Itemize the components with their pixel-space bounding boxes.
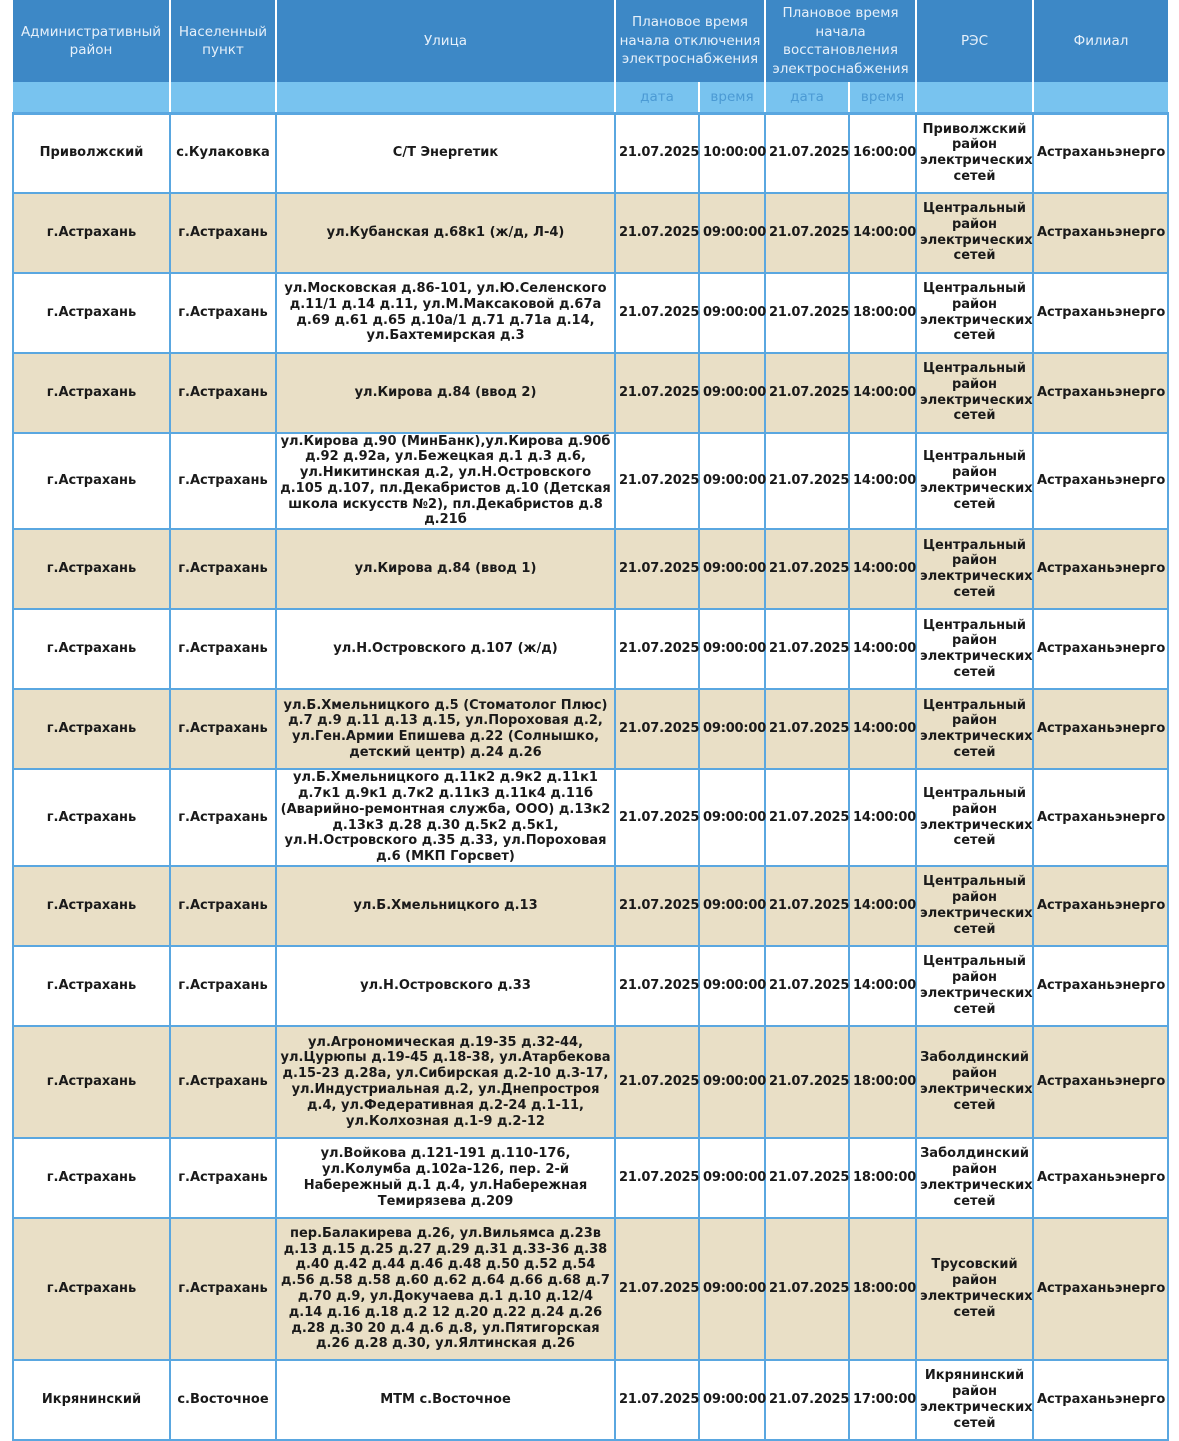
restore-date-cell: 21.07.2025 <box>765 433 849 530</box>
res-cell: Икрянинский район электрических сетей <box>916 1360 1033 1440</box>
off-date-cell: 21.07.2025 <box>615 433 699 530</box>
table-row <box>13 433 1168 530</box>
off-time-cell: 10:00:00 <box>699 114 765 193</box>
branch-cell: Астраханьэнерго <box>1033 689 1168 769</box>
district-cell: г.Астрахань <box>13 193 170 273</box>
off-date-cell: 21.07.2025 <box>615 353 699 433</box>
off-date-cell: 21.07.2025 <box>615 866 699 946</box>
table-header <box>13 0 1168 114</box>
restore-date-cell: 21.07.2025 <box>765 529 849 609</box>
subheader-empty <box>1033 82 1168 114</box>
off-date-cell: 21.07.2025 <box>615 1026 699 1138</box>
table-row <box>13 193 1168 273</box>
header-restore-start[interactable]: Плановое время начала восстановления электроснабжения <box>765 0 916 82</box>
restore-time-cell: 18:00:00 <box>849 1218 916 1360</box>
district-cell: г.Астрахань <box>13 1138 170 1218</box>
outage-schedule <box>12 0 1167 1441</box>
restore-time-cell: 14:00:00 <box>849 946 916 1026</box>
branch-cell: Астраханьэнерго <box>1033 193 1168 273</box>
branch-cell: Астраханьэнерго <box>1033 946 1168 1026</box>
restore-time-cell: 14:00:00 <box>849 529 916 609</box>
res-cell: Центральный район электрических сетей <box>916 529 1033 609</box>
res-cell: Центральный район электрических сетей <box>916 193 1033 273</box>
table-row <box>13 1360 1168 1440</box>
subheader-off-date: дата <box>615 82 699 114</box>
off-time-cell: 09:00:00 <box>699 273 765 353</box>
off-date-cell: 21.07.2025 <box>615 1218 699 1360</box>
res-cell: Центральный район электрических сетей <box>916 609 1033 689</box>
street-cell: ул.Агрономическая д.19-35 д.32-44, ул.Цурюпы д.19-45 д.18-38, ул.Атарбекова д.15-23 д.28а, ул.Сибирская д.2-10 д.3-17, ул.Индустриальная д.2, ул.Днепростроя д.4, ул.Федеративная д.2-24 д.1-11, ул.Колхозная д.1-9 д.2-12 <box>276 1026 615 1138</box>
restore-time-cell: 18:00:00 <box>849 1138 916 1218</box>
off-time-cell: 09:00:00 <box>699 353 765 433</box>
table-row <box>13 946 1168 1026</box>
street-cell: ул.Кирова д.84 (ввод 1) <box>276 529 615 609</box>
off-time-cell: 09:00:00 <box>699 1218 765 1360</box>
header-admin-district[interactable]: Административный район <box>13 0 170 82</box>
restore-time-cell: 17:00:00 <box>849 1360 916 1440</box>
street-cell: ул.Кирова д.84 (ввод 2) <box>276 353 615 433</box>
restore-date-cell: 21.07.2025 <box>765 1138 849 1218</box>
street-cell: С/Т Энергетик <box>276 114 615 193</box>
street-cell: ул.Н.Островского д.33 <box>276 946 615 1026</box>
street-cell: ул.Б.Хмельницкого д.5 (Стоматолог Плюс) д.7 д.9 д.11 д.13 д.15, ул.Пороховая д.2, ул.Ген.Армии Епишева д.22 (Солнышко, детский центр) д.24 д.26 <box>276 689 615 769</box>
district-cell: г.Астрахань <box>13 529 170 609</box>
restore-date-cell: 21.07.2025 <box>765 114 849 193</box>
res-cell: Приволжский район электрических сетей <box>916 114 1033 193</box>
subheader-empty <box>916 82 1033 114</box>
district-cell: г.Астрахань <box>13 353 170 433</box>
settlement-cell: г.Астрахань <box>170 353 276 433</box>
settlement-cell: г.Астрахань <box>170 866 276 946</box>
header-street[interactable]: Улица <box>276 0 615 82</box>
table-body <box>13 114 1168 1441</box>
branch-cell: Астраханьэнерго <box>1033 1026 1168 1138</box>
restore-date-cell: 21.07.2025 <box>765 1218 849 1360</box>
table-row <box>13 273 1168 353</box>
subheader-off-time: время <box>699 82 765 114</box>
district-cell: г.Астрахань <box>13 273 170 353</box>
restore-date-cell: 21.07.2025 <box>765 866 849 946</box>
street-cell: ул.Кирова д.90 (МинБанк),ул.Кирова д.90б д.92 д.92а, ул.Бежецкая д.1 д.3 д.6, ул.Никитинская д.2, ул.Н.Островского д.105 д.107, пл.Декабристов д.10 (Детская школа искусств №2), пл.Декабристов д.8 д.21б <box>276 433 615 530</box>
restore-date-cell: 21.07.2025 <box>765 946 849 1026</box>
street-cell: пер.Балакирева д.26, ул.Вильямса д.23в д.13 д.15 д.25 д.27 д.29 д.31 д.33-36 д.38 д.40 д.42 д.44 д.46 д.48 д.50 д.52 д.54 д.56 д.58 д.58 д.60 д.62 д.64 д.66 д.68 д.7 д.70 д.9, ул.Докучаева д.1 д.10 д.12/4 д.14 д.16 д.18 д.2 12 д.20 д.22 д.24 д.26 д.28 д.30 20 д.4 д.6 д.8, ул.Пятигорская д.26 д.28 д.30, ул.Ялтинская д.26 <box>276 1218 615 1360</box>
settlement-cell: г.Астрахань <box>170 769 276 866</box>
branch-cell: Астраханьэнерго <box>1033 529 1168 609</box>
restore-time-cell: 16:00:00 <box>849 114 916 193</box>
subheader-empty <box>13 82 170 114</box>
district-cell: Приволжский <box>13 114 170 193</box>
branch-cell: Астраханьэнерго <box>1033 1138 1168 1218</box>
branch-cell: Астраханьэнерго <box>1033 273 1168 353</box>
off-time-cell: 09:00:00 <box>699 689 765 769</box>
settlement-cell: г.Астрахань <box>170 609 276 689</box>
settlement-cell: г.Астрахань <box>170 1026 276 1138</box>
branch-cell: Астраханьэнерго <box>1033 353 1168 433</box>
table-row <box>13 1138 1168 1218</box>
table-row <box>13 529 1168 609</box>
off-time-cell: 09:00:00 <box>699 1360 765 1440</box>
street-cell: МТМ с.Восточное <box>276 1360 615 1440</box>
res-cell: Трусовский район электрических сетей <box>916 1218 1033 1360</box>
off-date-cell: 21.07.2025 <box>615 1138 699 1218</box>
subheader-restore-time: время <box>849 82 916 114</box>
restore-time-cell: 14:00:00 <box>849 353 916 433</box>
branch-cell: Астраханьэнерго <box>1033 433 1168 530</box>
restore-date-cell: 21.07.2025 <box>765 1026 849 1138</box>
res-cell: Центральный район электрических сетей <box>916 353 1033 433</box>
branch-cell: Астраханьэнерго <box>1033 1360 1168 1440</box>
district-cell: г.Астрахань <box>13 609 170 689</box>
settlement-cell: г.Астрахань <box>170 529 276 609</box>
street-cell: ул.Кубанская д.68к1 (ж/д, Л-4) <box>276 193 615 273</box>
off-date-cell: 21.07.2025 <box>615 193 699 273</box>
restore-date-cell: 21.07.2025 <box>765 1360 849 1440</box>
off-time-cell: 09:00:00 <box>699 1138 765 1218</box>
off-date-cell: 21.07.2025 <box>615 529 699 609</box>
table-row <box>13 866 1168 946</box>
off-time-cell: 09:00:00 <box>699 769 765 866</box>
table-row <box>13 769 1168 866</box>
off-date-cell: 21.07.2025 <box>615 769 699 866</box>
district-cell: г.Астрахань <box>13 769 170 866</box>
restore-time-cell: 14:00:00 <box>849 769 916 866</box>
settlement-cell: г.Астрахань <box>170 433 276 530</box>
restore-date-cell: 21.07.2025 <box>765 689 849 769</box>
branch-cell: Астраханьэнерго <box>1033 609 1168 689</box>
header-off-start[interactable]: Плановое время начала отключения электроснабжения <box>615 0 765 82</box>
restore-time-cell: 14:00:00 <box>849 866 916 946</box>
restore-time-cell: 14:00:00 <box>849 193 916 273</box>
res-cell: Заболдинский район электрических сетей <box>916 1138 1033 1218</box>
subheader-empty <box>170 82 276 114</box>
off-time-cell: 09:00:00 <box>699 193 765 273</box>
off-date-cell: 21.07.2025 <box>615 946 699 1026</box>
branch-cell: Астраханьэнерго <box>1033 1218 1168 1360</box>
off-time-cell: 09:00:00 <box>699 433 765 530</box>
off-time-cell: 09:00:00 <box>699 529 765 609</box>
district-cell: г.Астрахань <box>13 433 170 530</box>
district-cell: г.Астрахань <box>13 1026 170 1138</box>
district-cell: Икрянинский <box>13 1360 170 1440</box>
restore-time-cell: 14:00:00 <box>849 433 916 530</box>
district-cell: г.Астрахань <box>13 946 170 1026</box>
res-cell: Центральный район электрических сетей <box>916 273 1033 353</box>
header-branch[interactable]: Филиал <box>1033 0 1168 82</box>
off-date-cell: 21.07.2025 <box>615 1360 699 1440</box>
settlement-cell: г.Астрахань <box>170 1138 276 1218</box>
table-row <box>13 353 1168 433</box>
subheader-empty <box>276 82 615 114</box>
off-time-cell: 09:00:00 <box>699 609 765 689</box>
branch-cell: Астраханьэнерго <box>1033 866 1168 946</box>
street-cell: ул.Московская д.86-101, ул.Ю.Селенского д.11/1 д.14 д.11, ул.М.Максаковой д.67а д.69 д.61 д.65 д.10а/1 д.71 д.71а д.14, ул.Бахтемирская д.3 <box>276 273 615 353</box>
restore-time-cell: 18:00:00 <box>849 273 916 353</box>
settlement-cell: с.Кулаковка <box>170 114 276 193</box>
table-row <box>13 1026 1168 1138</box>
off-date-cell: 21.07.2025 <box>615 689 699 769</box>
street-cell: ул.Б.Хмельницкого д.11к2 д.9к2 д.11к1 д.7к1 д.9к1 д.7к2 д.11к3 д.11к4 д.11б (Аварийно-ремонтная служба, ООО) д.13к2 д.13к3 д.28 д.30 д.5к2 д.5к1, ул.Н.Островского д.35 д.33, ул.Пороховая д.6 (МКП Горсвет) <box>276 769 615 866</box>
restore-date-cell: 21.07.2025 <box>765 769 849 866</box>
table-row <box>13 114 1168 193</box>
street-cell: ул.Н.Островского д.107 (ж/д) <box>276 609 615 689</box>
branch-cell: Астраханьэнерго <box>1033 114 1168 193</box>
restore-date-cell: 21.07.2025 <box>765 353 849 433</box>
restore-date-cell: 21.07.2025 <box>765 609 849 689</box>
restore-time-cell: 14:00:00 <box>849 689 916 769</box>
subheader-restore-date: дата <box>765 82 849 114</box>
settlement-cell: г.Астрахань <box>170 273 276 353</box>
table-row <box>13 609 1168 689</box>
district-cell: г.Астрахань <box>13 689 170 769</box>
settlement-cell: г.Астрахань <box>170 689 276 769</box>
res-cell: Заболдинский район электрических сетей <box>916 1026 1033 1138</box>
off-date-cell: 21.07.2025 <box>615 273 699 353</box>
district-cell: г.Астрахань <box>13 866 170 946</box>
header-settlement[interactable]: Населенный пункт <box>170 0 276 82</box>
branch-cell: Астраханьэнерго <box>1033 769 1168 866</box>
settlement-cell: г.Астрахань <box>170 946 276 1026</box>
restore-date-cell: 21.07.2025 <box>765 193 849 273</box>
off-time-cell: 09:00:00 <box>699 946 765 1026</box>
table-row <box>13 689 1168 769</box>
off-date-cell: 21.07.2025 <box>615 114 699 193</box>
res-cell: Центральный район электрических сетей <box>916 946 1033 1026</box>
header-res[interactable]: РЭС <box>916 0 1033 82</box>
table-row <box>13 1218 1168 1360</box>
district-cell: г.Астрахань <box>13 1218 170 1360</box>
res-cell: Центральный район электрических сетей <box>916 866 1033 946</box>
outage-table <box>12 0 1169 1441</box>
restore-time-cell: 14:00:00 <box>849 609 916 689</box>
res-cell: Центральный район электрических сетей <box>916 689 1033 769</box>
off-time-cell: 09:00:00 <box>699 866 765 946</box>
off-time-cell: 09:00:00 <box>699 1026 765 1138</box>
res-cell: Центральный район электрических сетей <box>916 769 1033 866</box>
off-date-cell: 21.07.2025 <box>615 609 699 689</box>
res-cell: Центральный район электрических сетей <box>916 433 1033 530</box>
settlement-cell: с.Восточное <box>170 1360 276 1440</box>
settlement-cell: г.Астрахань <box>170 193 276 273</box>
street-cell: ул.Б.Хмельницкого д.13 <box>276 866 615 946</box>
settlement-cell: г.Астрахань <box>170 1218 276 1360</box>
restore-date-cell: 21.07.2025 <box>765 273 849 353</box>
street-cell: ул.Войкова д.121-191 д.110-176, ул.Колумба д.102а-126, пер. 2-й Набережный д.1 д.4, ул.Набережная Темирязева д.209 <box>276 1138 615 1218</box>
restore-time-cell: 18:00:00 <box>849 1026 916 1138</box>
